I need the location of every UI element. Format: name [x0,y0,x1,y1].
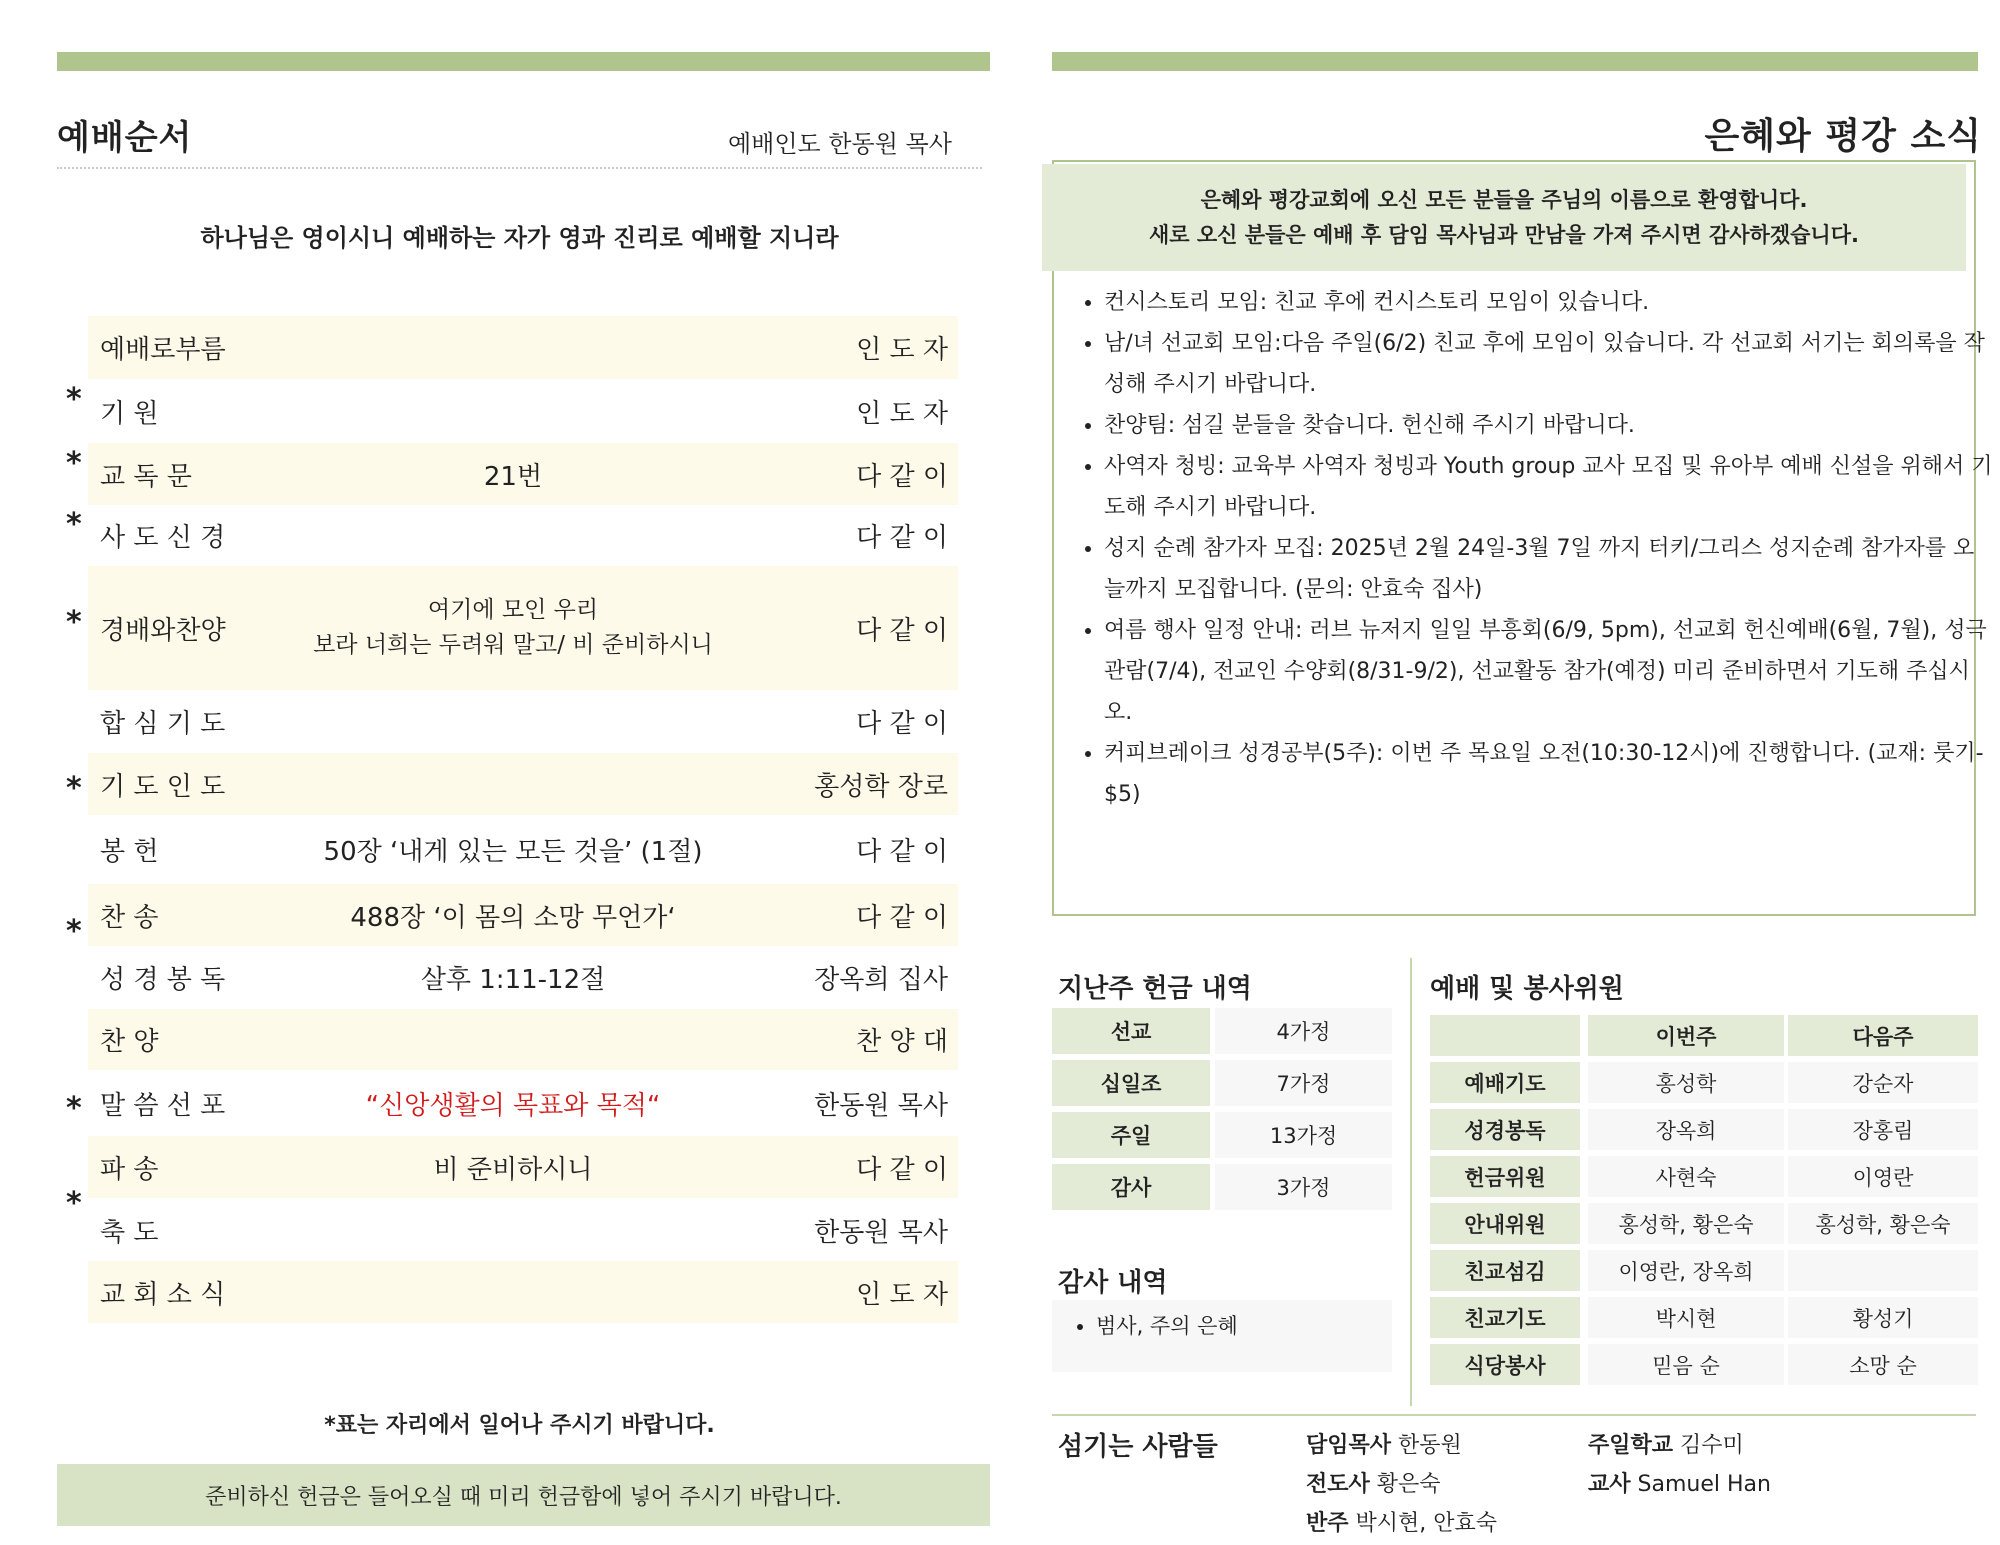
order-row [88,1261,958,1323]
news-item: • 컨시스토리 모임: 친교 후에 컨시스토리 모임이 있습니다. [1104,282,1994,323]
order-row [66,443,958,505]
news-item: • 여름 행사 일정 안내: 러브 뉴저지 일일 부흥회(6/9, 5pm), 선교회 헌신예배(6월, 7월), 성극관람(7/4), 전교인 수양회(8/31-9/2), 선교활동 참가(예정) 미리 준비하면서 기도해 주십시오. [1104,610,1994,733]
content-line: 여기에 모인 우리 [427,597,599,623]
offering-category: 감사 [1052,1164,1210,1210]
staff-spacer [1391,1433,1398,1458]
worship-leader: 예배인도 한동원 목사 [728,130,952,158]
service-this-week: 믿음 순 [1588,1344,1784,1385]
thanks-section-title: 감사 내역 [1058,1268,1168,1298]
order-row [88,884,958,946]
order-item-person: 인 도 자 [856,335,948,365]
service-next-week: 장홍림 [1788,1109,1978,1150]
staff-role: 교사 [1588,1472,1631,1497]
order-item-name: 교 회 소 식 [100,1279,226,1310]
order-item-person: 한동원 목사 [814,1217,948,1248]
standing-star: * [66,771,82,806]
service-this-week: 이영란, 장옥희 [1588,1250,1784,1291]
order-row [88,753,958,815]
offering-count: 13가정 [1215,1112,1392,1158]
order-row [66,381,958,442]
order-row [66,506,958,565]
staff-spacer [1370,1472,1377,1497]
order-item-person: 홍성학 장로 [814,771,948,802]
service-role: 안내위원 [1430,1203,1580,1244]
order-item-person: 다 같 이 [856,837,948,867]
welcome-line: 새로 오신 분들은 예배 후 담임 목사님과 만남을 가져 주시면 감사하겠습니다. [1149,222,1859,247]
offering-note-text: 준비하신 헌금은 들어오실 때 미리 헌금함에 넣어 주시기 바랍니다. [205,1484,842,1510]
order-item-name: 예배로부름 [100,335,226,365]
news-item: • 성지 순례 참가자 모집: 2025년 2월 24일-3월 7일 까지 터키/그리스 성지순례 참가자를 오늘까지 모집합니다. (문의: 안효숙 집사) [1104,528,1994,610]
service-header-cell: 이번주 [1588,1015,1784,1056]
left-top-bar [57,52,990,71]
order-item-content [238,753,788,815]
sermon-title: “신앙생활의 목표와 목적“ [365,1090,661,1121]
service-this-week: 홍성학 [1588,1062,1784,1103]
order-item-content [238,1009,788,1070]
news-item: • 사역자 청빙: 교육부 사역자 청빙과 Youth group 교사 모집 및 유아부 예배 신설을 위해서 기도해 주시기 바랍니다. [1104,446,1994,528]
order-item-name: 축 도 [100,1217,159,1248]
welcome-message [1042,164,1966,271]
news-list [1068,282,1994,815]
order-item-name: 봉 헌 [100,837,159,867]
service-next-week: 강순자 [1788,1062,1978,1103]
service-next-week: 이영란 [1788,1156,1978,1197]
service-section-title: 예배 및 봉사위원 [1430,974,1624,1004]
order-item-person: 인 도 자 [856,1279,948,1310]
offering-row [1052,1112,1392,1158]
worship-order-title: 예배순서 [57,118,193,158]
service-header-cell: 다음주 [1788,1015,1978,1056]
vertical-divider [1410,958,1412,1406]
order-item-person: 한동원 목사 [814,1090,948,1121]
offering-category: 주일 [1052,1112,1210,1158]
order-item-name: 합 심 기 도 [100,708,226,739]
offering-count: 7가정 [1215,1060,1392,1106]
service-role: 성경봉독 [1430,1109,1580,1150]
staff-entry [1306,1467,1441,1498]
order-item-name: 교 독 문 [100,461,192,492]
thanks-item: • 범사, 주의 은혜 [1096,1308,1238,1344]
order-item-name: 찬 송 [100,902,159,933]
standing-star: * [66,1186,82,1221]
staff-spacer [1673,1433,1680,1458]
service-role: 친교섬김 [1430,1250,1580,1291]
offering-row [1052,1008,1392,1054]
staff-entry [1588,1428,1744,1459]
staff-name: 김수미 [1680,1433,1744,1458]
service-next-week: 홍성학, 황은숙 [1788,1203,1978,1244]
service-role: 친교기도 [1430,1297,1580,1338]
content-line: 살후 1:11-12절 [420,965,606,995]
order-item-content [238,947,788,1008]
offering-row [1052,1164,1392,1210]
scripture-verse: 하나님은 영이시니 예배하는 자가 영과 진리로 예배할 지니라 [200,224,839,252]
offering-count: 4가정 [1215,1008,1392,1054]
standing-star: * [66,382,82,417]
staff-name: 황은숙 [1376,1472,1441,1497]
service-next-week: 소망 순 [1788,1344,1978,1385]
order-item-content [238,816,788,883]
welcome-line: 은혜와 평강교회에 오신 모든 분들을 주님의 이름으로 환영합니다. [1200,187,1808,212]
stand-note: *표는 자리에서 일어나 주시기 바랍니다. [324,1413,715,1438]
offering-count: 3가정 [1215,1164,1392,1210]
order-item-content [238,1261,788,1323]
staff-name: Samuel Han [1637,1472,1771,1497]
staff-role: 담임목사 [1306,1433,1392,1458]
offering-note [57,1464,990,1526]
order-item-content [238,1071,788,1135]
staff-name: 한동원 [1398,1433,1462,1458]
order-item-content [238,1136,788,1198]
service-next-week: 황성기 [1788,1297,1978,1338]
order-row [66,1186,958,1261]
news-item: • 커피브레이크 성경공부(5주): 이번 주 목요일 오전(10:30-12시)에 진행합니다. (교재: 룻기- $5) [1104,733,1994,815]
service-this-week: 홍성학, 황은숙 [1588,1203,1784,1244]
content-line: 비 준비하시니 [433,1154,593,1185]
thanks-list [1068,1308,1238,1344]
staff-spacer [1631,1472,1638,1497]
service-this-week: 사현숙 [1588,1156,1784,1197]
order-item-person: 다 같 이 [856,902,948,933]
offering-category: 십일조 [1052,1060,1210,1106]
order-item-name: 찬 양 [100,1027,159,1057]
offering-row [1052,1060,1392,1106]
service-role: 예배기도 [1430,1062,1580,1103]
news-item: • 찬양팀: 섬길 분들을 찾습니다. 헌신해 주시기 바랍니다. [1104,405,1994,446]
order-item-person: 다 같 이 [856,523,948,553]
staff-entry [1306,1428,1462,1459]
right-top-bar [1052,52,1978,71]
content-line: 보라 너희는 두려워 말고/ 비 준비하시니 [313,632,713,658]
order-item-name: 기 원 [100,399,159,429]
offering-category: 선교 [1052,1008,1210,1054]
order-item-content [238,884,788,946]
staff-role: 반주 [1306,1511,1349,1536]
order-item-name: 파 송 [100,1154,159,1185]
order-item-content [238,690,788,752]
order-item-content [238,316,788,379]
order-item-person: 찬 양 대 [856,1027,948,1057]
staff-entry [1306,1506,1497,1537]
standing-star: * [66,446,82,481]
order-row [88,316,958,379]
staff-role: 전도사 [1306,1472,1370,1497]
order-item-content [238,506,788,565]
order-item-person: 장옥희 집사 [814,965,948,995]
order-item-content [238,443,788,505]
offering-section-title: 지난주 헌금 내역 [1058,974,1252,1004]
order-row [88,1009,958,1070]
order-item-person: 다 같 이 [856,708,948,739]
order-item-content [238,1199,788,1261]
standing-star: * [66,507,82,542]
staff-section-title: 섬기는 사람들 [1058,1432,1218,1462]
order-item-name: 말 씀 선 포 [100,1090,226,1121]
standing-star: * [66,914,82,949]
dotted-divider [57,167,982,169]
order-row [88,1071,958,1135]
order-item-content [238,381,788,442]
order-row [88,690,958,752]
service-header-blank [1430,1015,1580,1056]
staff-role: 주일학교 [1588,1433,1674,1458]
order-item-person: 인 도 자 [856,399,948,429]
order-item-name: 기 도 인 도 [100,771,226,802]
service-this-week: 장옥희 [1588,1109,1784,1150]
content-line: 50장 ‘내게 있는 모든 것을’ (1절) [323,837,703,867]
service-this-week: 박시현 [1588,1297,1784,1338]
staff-entry [1588,1467,1771,1498]
order-item-content [238,566,788,690]
service-role: 헌금위원 [1430,1156,1580,1197]
order-item-name: 성 경 봉 독 [100,965,226,995]
news-title: 은혜와 평강 소식 [1704,116,1982,157]
order-item-name: 경배와찬양 [100,615,226,646]
service-role: 식당봉사 [1430,1344,1580,1385]
order-item-name: 사 도 신 경 [100,523,226,553]
content-line: 21번 [483,461,543,492]
standing-star: * [66,605,82,640]
content-line: 488장 ‘이 몸의 소망 무언가‘ [350,902,676,933]
order-item-person: 다 같 이 [856,461,948,492]
bottom-divider [1052,1414,1976,1416]
staff-spacer [1349,1511,1356,1536]
order-item-person: 다 같 이 [856,615,948,646]
order-row [66,566,958,690]
staff-name: 박시현, 안효숙 [1355,1511,1498,1536]
news-item: • 남/녀 선교회 모임:다음 주일(6/2) 친교 후에 모임이 있습니다. 각 선교회 서기는 회의록을 작성해 주시기 바랍니다. [1104,323,1994,405]
service-next-week [1788,1250,1978,1291]
standing-star: * [66,1091,82,1126]
order-item-person: 다 같 이 [856,1154,948,1185]
